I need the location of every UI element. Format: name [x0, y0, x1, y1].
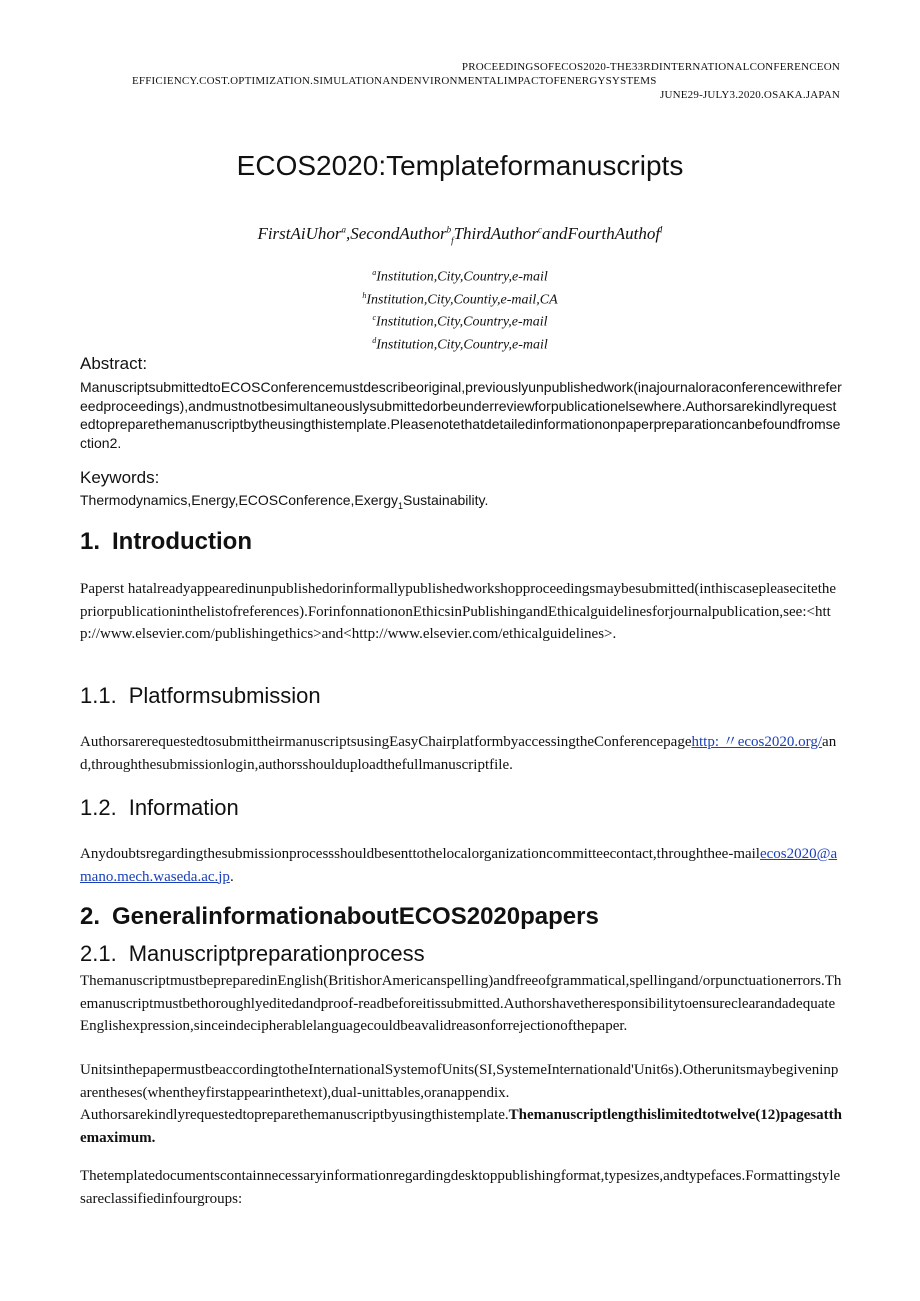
section-1-body: Paperst hatalreadyappearedinunpublishedorinformallypublishedworkshopproceedingsmaybesubmitted(inthiscasepleasecitethepriorpublicationinthelistofreferences).ForinfonnationonEthicsinPublishingandEthicalguidelinesforjournalpublication,see:<http://www.elsevier.com/publishingethics>and<http://www.elsevier.com/ethicalguidelines>.	[80, 581, 837, 642]
section-2-number: 2.	[80, 903, 101, 930]
keywords-sub: 1	[397, 500, 403, 511]
author-3: ThirdAuthor	[453, 224, 538, 243]
affiliation-d	[80, 332, 840, 355]
section-1-2-body	[80, 843, 842, 888]
affiliation-d-mark: d	[372, 335, 377, 345]
affiliation-a-mark: a	[372, 268, 377, 277]
abstract-heading: Abstract:	[80, 354, 148, 373]
author-4: andFourthAuthof	[541, 224, 661, 243]
affiliation-d-text: Institution,City,Country,e-mail	[376, 337, 548, 353]
section-1-2-number: 1.2.	[80, 795, 117, 820]
section-2-1-number: 2.1.	[80, 941, 117, 966]
running-head-line-1: PROCEEDINGSOFECOS2020-THE33RDINTERNATIONALCONFERENCEON	[461, 61, 840, 73]
section-2-title: GeneralinformationaboutECOS2020papers	[112, 903, 599, 930]
author-1: FirstAiUhor	[257, 224, 342, 243]
section-2-heading	[80, 903, 599, 931]
section-1-2-title: Information	[128, 795, 239, 820]
running-head-line-3: JUNE29-JULY3.2020.OSAKA.JAPAN	[659, 89, 840, 101]
section-1-number: 1.	[80, 528, 101, 555]
affiliation-c-text: Institution,City,Country,e-mail	[376, 314, 548, 330]
author-list	[80, 224, 840, 245]
author-4-affil: l	[660, 224, 663, 235]
section-2-1-paragraph-3-text: Authorsarekindlyrequestedtopreparethemanuscriptbyusingthistemplate.	[80, 1107, 509, 1123]
section-2-1-paragraph-4: Thetemplatedocumentscontainnecessaryinformationregardingdesktoppublishingformat,typesizes,andtypefaces.Formattingstylesareclassifiedinfourgroups:	[80, 1168, 841, 1207]
section-1-title: Introduction	[112, 528, 252, 555]
affiliations	[80, 264, 840, 355]
keywords-heading: Keywords:	[80, 468, 160, 487]
section-2-1-heading	[80, 941, 425, 967]
section-1-1-text-b: and,throughthesubmissionlogin,authorsshoulduploadthefullmanuscriptfile.	[80, 734, 837, 773]
section-2-1-paragraph-2: UnitsinthepapermustbeaccordingtotheInternationalSystemofUnits(SI,SystemeInternationald'Unit6s).Otherunitsmaybegiveninparentheses(whentheyfirstappearinthetext),dual-unittables,oranappendix.	[80, 1062, 839, 1101]
section-2-1-paragraph-3	[80, 1104, 842, 1149]
paper-title: ECOS2020:Templateformanuscripts	[236, 150, 684, 181]
section-1-1-body	[80, 731, 842, 776]
keywords-text-a: Thermodynamics,Energy,ECOSConference,Exergy	[80, 492, 398, 508]
keywords-body	[80, 492, 840, 511]
conference-page-link[interactable]: http: 〃ecos2020.org/	[691, 734, 823, 750]
section-2-1-paragraph-1: ThemanuscriptmustbepreparedinEnglish(BritishorAmericanspelling)andfreeofgrammatical,spellingand/orpunctuationerrors.Themanuscriptmustbethoroughlyeditedandproof-readbeforeitissubmitted.AuthorshavetheresponsibilitytoensureclearandadequateEnglishexpression,sinceindecipherablelanguagecouldbeavalidreasonforrejectionofthepaper.	[80, 973, 842, 1034]
section-1-1-text-a: AuthorsarerequestedtosubmittheirmanuscriptsusingEasyChairplatformbyaccessingtheConferencepage	[80, 734, 692, 750]
page-limit-note: Themanuscriptlengthislimitedtotwelve(12)pagesatthemaximum.	[80, 1107, 842, 1146]
affiliation-c-mark: c	[372, 313, 377, 323]
affiliation-c	[80, 309, 840, 332]
author-2: ,SecondAuthor	[346, 224, 447, 243]
affiliation-a-text: Institution,City,Country,e-mail	[376, 269, 548, 285]
section-2-1-title: Manuscriptpreparationprocess	[128, 941, 425, 966]
section-1-1-number: 1.1.	[80, 683, 117, 708]
author-separator: f	[451, 235, 454, 246]
affiliation-b-text: Institution,City,Countiy,e-mail,CA	[366, 292, 558, 308]
author-1-affil: a	[341, 224, 346, 235]
section-1-2-text-b: .	[229, 868, 234, 885]
section-1-1-heading	[80, 683, 321, 709]
author-3-affil: c	[537, 224, 542, 235]
affiliation-b	[80, 287, 840, 310]
affiliation-a	[80, 264, 840, 287]
section-1-2-text-a: Anydoubtsregardingthesubmissionprocessshouldbesenttothelocalorganizationcommitteecontact,throughthee-mail	[80, 846, 760, 862]
affiliation-b-mark: h	[362, 290, 367, 300]
section-1-heading	[80, 528, 252, 556]
author-2-affil: b	[446, 224, 452, 235]
keywords-text-b: Sustainability.	[403, 492, 489, 508]
abstract-body: ManuscriptsubmittedtoECOSConferencemustdescribeoriginal,previouslyunpublishedwork(inajournaloraconferencewithrefereedproceedings),andmustnotbesimultaneouslysubmittedorbeunderreviewforpublicationelsewhere.Authorsarekindlyrequestedtopreparethemanuscriptbytheusingthistemplate.Pleasenotethatdetailedinformationonpaperpreparationcanbefoundfromsection2.	[80, 379, 842, 451]
running-head-line-2: EFFICIENCY.COST.OPTIMIZATION.SIMULATIONANDENVIRONMENTALIMPACTOFENERGYSYSTEMS	[132, 75, 657, 87]
running-head	[80, 60, 840, 102]
section-1-2-heading	[80, 795, 239, 821]
section-1-1-title: Platformsubmission	[128, 683, 321, 708]
contact-email-link[interactable]: ecos2020@amano.mech.waseda.ac.jp	[80, 846, 838, 885]
